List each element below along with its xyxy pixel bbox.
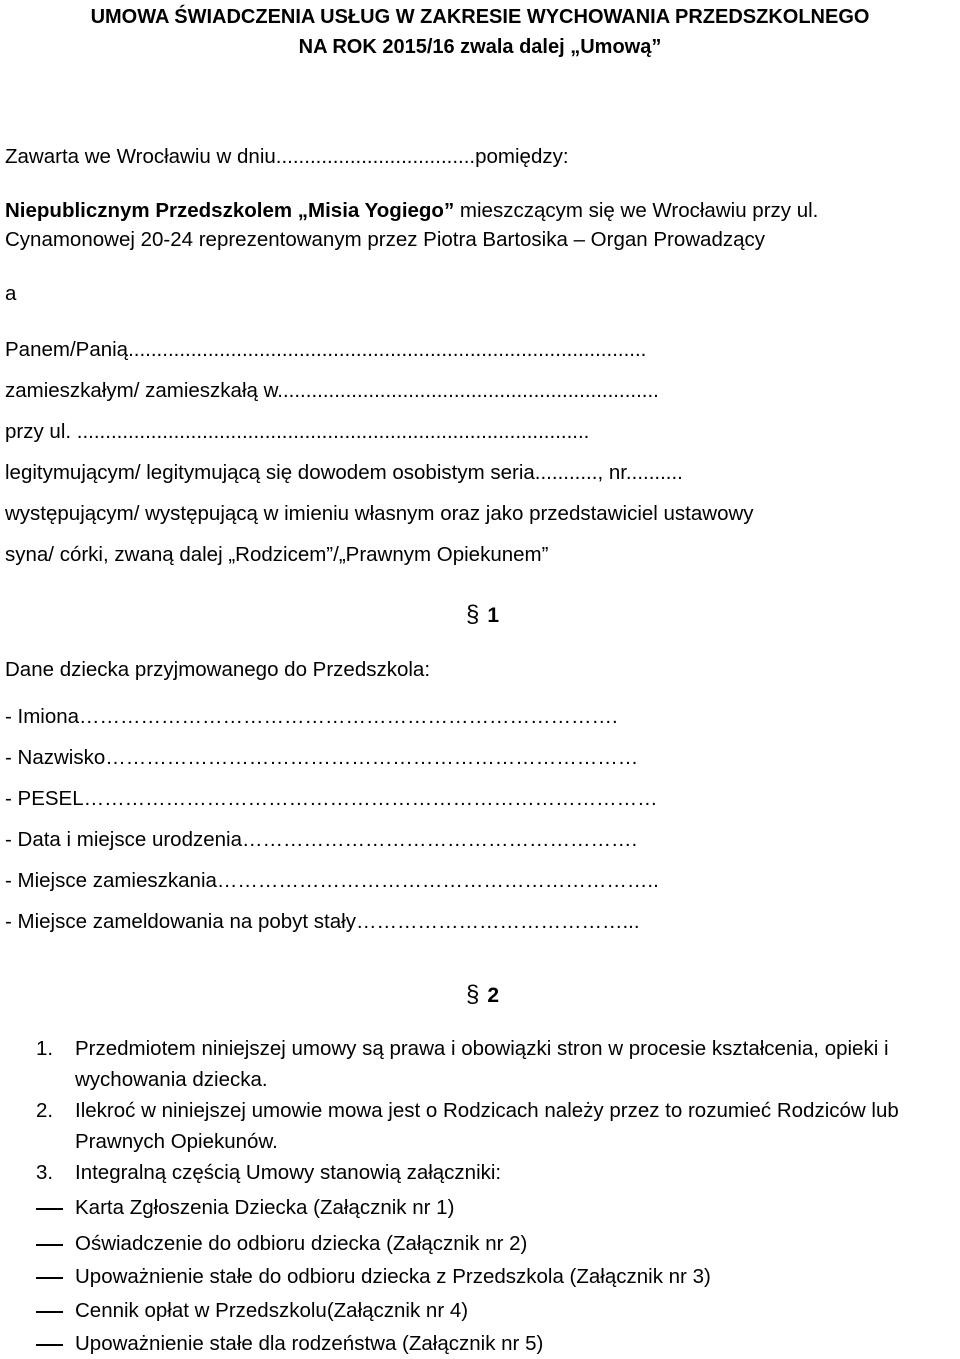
field-registered-address: - Miejsce zameldowania na pobyt stały…………………………………... [5, 910, 640, 933]
section-1-number: 1 [487, 604, 500, 627]
item-2-text: Ilekroć w niniejszej umowie mowa jest o Rodzicach należy przez to rozumieć Rodziców lub Prawnych Opiekunów. [75, 1099, 899, 1153]
list-dash [36, 1244, 63, 1246]
attachment-item: Upoważnienie stałe do odbioru dziecka z Przedszkola (Załącznik nr 3) [75, 1265, 711, 1288]
attachment-item: Karta Zgłoszenia Dziecka (Załącznik nr 1) [75, 1196, 455, 1219]
field-residence: - Miejsce zamieszkania……………………………………………………….. [5, 869, 659, 892]
field-birth-date-place: - Data i miejsce urodzenia…………………………………………………. [5, 828, 638, 851]
field-surname: - Nazwisko…………………………………………………………………… [5, 746, 639, 769]
attachment-item: Upoważnienie stałe dla rodzeństwa (Załącznik nr 5) [75, 1332, 544, 1355]
party1-line-2: Cynamonowej 20-24 reprezentowanym przez Piotra Bartosika – Organ Prowadzący [5, 228, 766, 251]
item-3-number: 3. [36, 1161, 54, 1184]
section-1-heading [466, 601, 499, 630]
section-symbol: § [466, 601, 480, 628]
contract-date-line: Zawarta we Wrocławiu w dniu...................................pomiędzy: [5, 145, 569, 168]
parent-street-line: przy ul. .......................................................................................... [5, 420, 590, 443]
list-dash [36, 1208, 63, 1210]
party1-address: mieszczącym się we Wrocławiu przy ul. [454, 199, 819, 222]
item-2-number: 2. [36, 1099, 54, 1122]
section-2-heading [466, 981, 499, 1010]
conjunction-a: a [5, 282, 17, 305]
party1-name: Niepublicznym Przedszkolem „Misia Yogiego” [5, 199, 455, 222]
parent-name-line: Panem/Panią........................................................................................... [5, 338, 647, 361]
parent-id-line: legitymującym/ legitymującą się dowodem osobistym seria..........., nr.......... [5, 461, 683, 484]
field-pesel: - PESEL………………………………………………………………………… [5, 787, 658, 810]
section-2-number: 2 [487, 984, 500, 1007]
attachment-item: Cennik opłat w Przedszkolu(Załącznik nr 4) [75, 1299, 469, 1322]
section-symbol: § [466, 981, 480, 1008]
field-first-names: - Imiona……………………………………………………………………. [5, 705, 618, 728]
parent-designation-line: syna/ córki, zwaną dalej „Rodzicem”/„Prawnym Opiekunem” [5, 543, 549, 566]
list-dash [36, 1311, 63, 1313]
item-1-number: 1. [36, 1037, 54, 1060]
list-dash [36, 1344, 63, 1346]
document-title-line-1: UMOWA ŚWIADCZENIA USŁUG W ZAKRESIE WYCHOWANIA PRZEDSZKOLNEGO [90, 6, 870, 28]
parent-residence-line: zamieszkałym/ zamieszkałą w................................................................... [5, 379, 659, 402]
document-title-line-2: NA ROK 2015/16 zwala dalej „Umową” [298, 36, 662, 58]
party1-line-1 [5, 199, 818, 223]
attachment-item: Oświadczenie do odbioru dziecka (Załącznik nr 2) [75, 1232, 528, 1255]
item-3-text: Integralną częścią Umowy stanowią załączniki: [75, 1161, 502, 1184]
list-dash [36, 1277, 63, 1279]
child-data-heading: Dane dziecka przyjmowanego do Przedszkola: [5, 658, 431, 681]
parent-representation-line: występującym/ występującą w imieniu własnym oraz jako przedstawiciel ustawowy [5, 502, 754, 525]
item-1-text: Przedmiotem niniejszej umowy są prawa i obowiązki stron w procesie kształcenia, opieki i wychowania dziecka. [75, 1037, 889, 1091]
